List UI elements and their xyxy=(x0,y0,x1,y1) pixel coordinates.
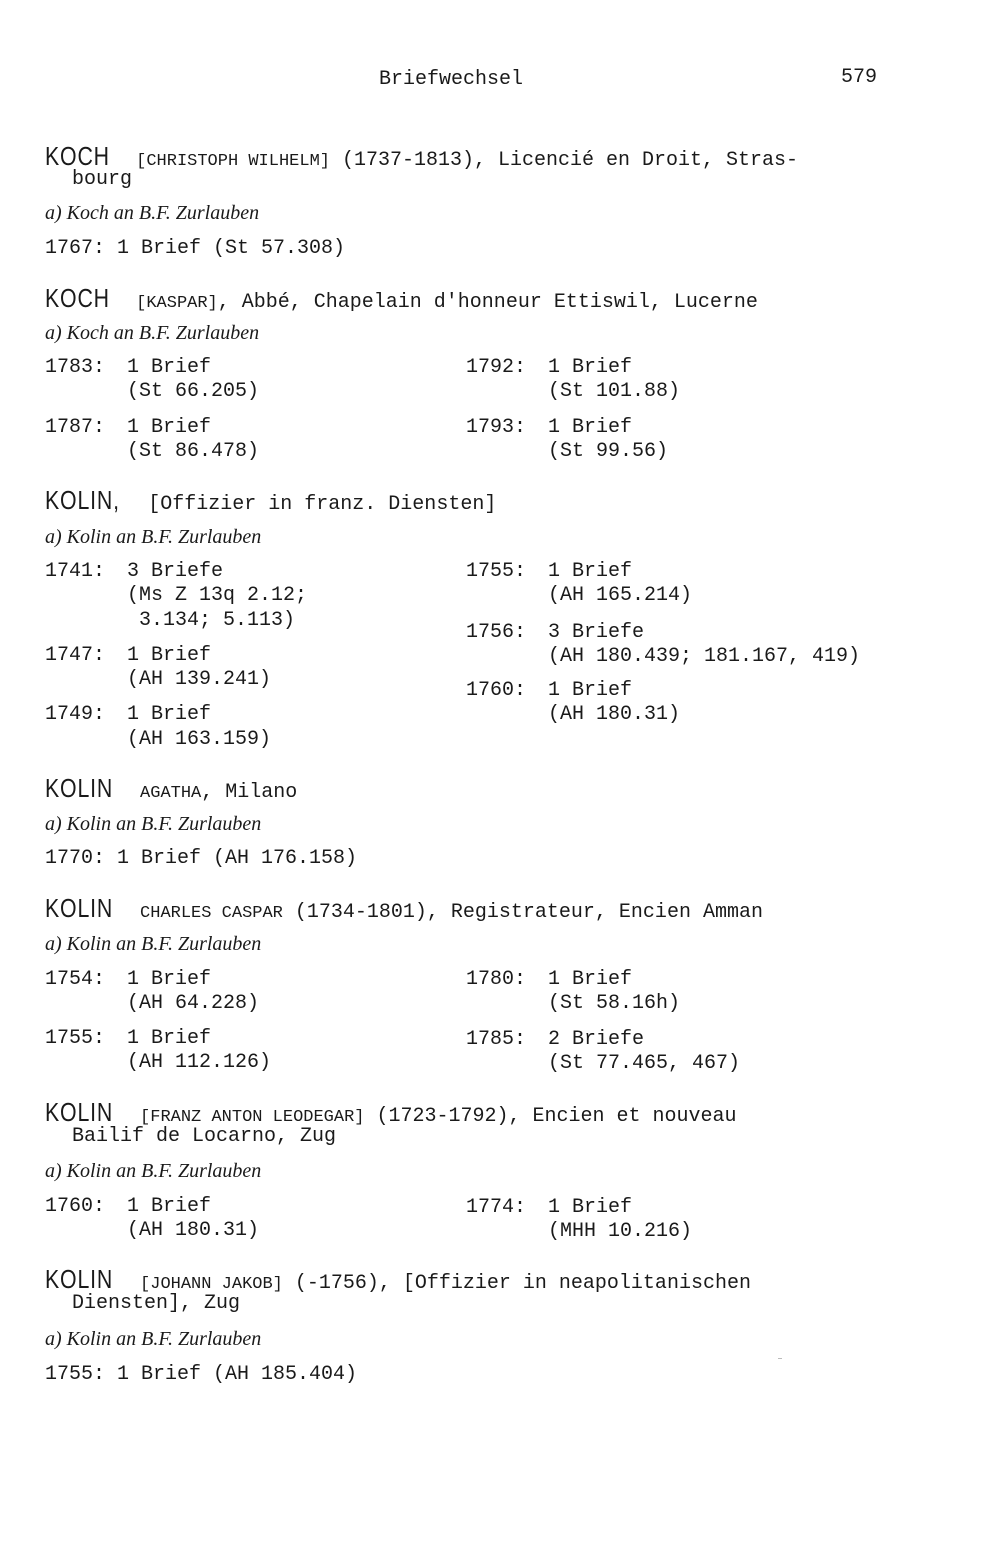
item-count: 1 Brief xyxy=(127,356,212,379)
entry-recipient: a) Kolin an B.F. Zurlauben xyxy=(45,1160,262,1182)
item-ref: (St 77.465, 467) xyxy=(548,1052,741,1075)
item-ref: (AH 180.439; 181.167, 419) xyxy=(548,645,861,668)
item-year: 1785: xyxy=(466,1028,527,1051)
item-ref: (MHH 10.216) xyxy=(548,1220,693,1243)
item-count: 1 Brief xyxy=(548,968,633,991)
entry-heading xyxy=(45,141,799,174)
entry-heading-rest: , Abbé, Chapelain d'honneur Ettiswil, Lucerne xyxy=(217,291,758,314)
entry-name: KOLIN xyxy=(45,1264,114,1294)
entry-heading xyxy=(45,893,763,926)
entry-recipient: a) Kolin an B.F. Zurlauben xyxy=(45,1328,262,1350)
entry-bracket: [KASPAR] xyxy=(136,294,218,313)
item-count: 1 Brief xyxy=(548,416,633,439)
entry-item: 1755: 1 Brief (AH 185.404) xyxy=(45,1363,358,1386)
entry-recipient: a) Kolin an B.F. Zurlauben xyxy=(45,526,262,548)
item-count: 1 Brief xyxy=(548,560,633,583)
item-year: 1741: xyxy=(45,560,106,583)
item-year: 1749: xyxy=(45,703,106,726)
item-count: 1 Brief xyxy=(127,416,212,439)
entry-recipient: a) Koch an B.F. Zurlauben xyxy=(45,202,260,224)
item-ref: (St 66.205) xyxy=(127,380,260,403)
running-header-title: Briefwechsel xyxy=(379,68,524,91)
entry-heading-rest: (1734-1801), Registrateur, Encien Amman xyxy=(282,901,763,924)
entry-recipient: a) Kolin an B.F. Zurlauben xyxy=(45,933,262,955)
item-year: 1760: xyxy=(45,1195,106,1218)
item-count: 2 Briefe xyxy=(548,1028,645,1051)
item-count: 1 Brief xyxy=(548,356,633,379)
entry-recipient: a) Koch an B.F. Zurlauben xyxy=(45,322,260,344)
item-year: 1787: xyxy=(45,416,106,439)
item-year: 1793: xyxy=(466,416,527,439)
item-year: 1747: xyxy=(45,644,106,667)
item-year: 1756: xyxy=(466,621,527,644)
item-ref: 3.134; 5.113) xyxy=(127,609,296,632)
item-year: 1780: xyxy=(466,968,527,991)
entry-bracket: [CHRISTOPH WILHELM] xyxy=(136,152,330,171)
entry-heading-cont: bourg xyxy=(72,168,133,191)
item-count: 1 Brief xyxy=(127,1195,212,1218)
item-ref: (Ms Z 13q 2.12; xyxy=(127,584,308,607)
item-ref: (St 58.16h) xyxy=(548,992,681,1015)
entry-heading xyxy=(45,485,497,517)
item-count: 3 Briefe xyxy=(127,560,224,583)
item-count: 1 Brief xyxy=(127,968,212,991)
entry-heading xyxy=(45,283,758,316)
item-count: 1 Brief xyxy=(127,703,212,726)
item-ref: (AH 112.126) xyxy=(127,1051,272,1074)
entry-name: KOLIN, xyxy=(45,485,120,515)
item-year: 1760: xyxy=(466,679,527,702)
entry-bracket: CHARLES CASPAR xyxy=(140,904,283,923)
item-count: 3 Briefe xyxy=(548,621,645,644)
entry-bracket: [JOHANN JAKOB] xyxy=(140,1275,283,1294)
entry-bracket: [FRANZ ANTON LEODEGAR] xyxy=(140,1108,365,1127)
entry-heading-cont: Bailif de Locarno, Zug xyxy=(72,1125,337,1148)
item-ref: (St 99.56) xyxy=(548,440,669,463)
entry-item: 1770: 1 Brief (AH 176.158) xyxy=(45,847,358,870)
item-year: 1755: xyxy=(466,560,527,583)
item-ref: (AH 180.31) xyxy=(548,703,681,726)
entry-name: KOCH xyxy=(45,283,110,313)
item-year: 1783: xyxy=(45,356,106,379)
entry-heading-rest: (1737-1813), Licencié en Droit, Stras- xyxy=(329,149,799,172)
item-ref: (AH 180.31) xyxy=(127,1219,260,1242)
page-number: 579 xyxy=(841,66,878,89)
item-count: 1 Brief xyxy=(127,1027,212,1050)
entry-heading-rest: (-1756), [Offizier in neapolitanischen xyxy=(282,1272,751,1295)
entry-heading-rest: , Milano xyxy=(201,781,298,804)
entry-name: KOCH xyxy=(45,141,110,171)
entry-item: 1767: 1 Brief (St 57.308) xyxy=(45,237,346,260)
item-count: 1 Brief xyxy=(548,1196,633,1219)
item-ref: (AH 139.241) xyxy=(127,668,272,691)
entry-recipient: a) Kolin an B.F. Zurlauben xyxy=(45,813,262,835)
item-year: 1792: xyxy=(466,356,527,379)
item-count: 1 Brief xyxy=(548,679,633,702)
item-ref: (St 101.88) xyxy=(548,380,681,403)
item-ref: (AH 165.214) xyxy=(548,584,693,607)
item-ref: (St 86.478) xyxy=(127,440,260,463)
scan-speck xyxy=(778,1358,782,1359)
entry-name: KOLIN xyxy=(45,1097,114,1127)
entry-heading-rest: [Offizier in franz. Diensten] xyxy=(148,493,497,516)
item-ref: (AH 64.228) xyxy=(127,992,260,1015)
item-year: 1755: xyxy=(45,1027,106,1050)
entry-heading-rest: (1723-1792), Encien et nouveau xyxy=(364,1105,737,1128)
entry-name: KOLIN xyxy=(45,893,114,923)
item-count: 1 Brief xyxy=(127,644,212,667)
item-ref: (AH 163.159) xyxy=(127,728,272,751)
entry-bracket: AGATHA xyxy=(140,784,202,803)
item-year: 1774: xyxy=(466,1196,527,1219)
entry-heading-cont: Diensten], Zug xyxy=(72,1292,241,1315)
entry-name: KOLIN xyxy=(45,773,114,803)
item-year: 1754: xyxy=(45,968,106,991)
entry-heading xyxy=(45,773,298,806)
